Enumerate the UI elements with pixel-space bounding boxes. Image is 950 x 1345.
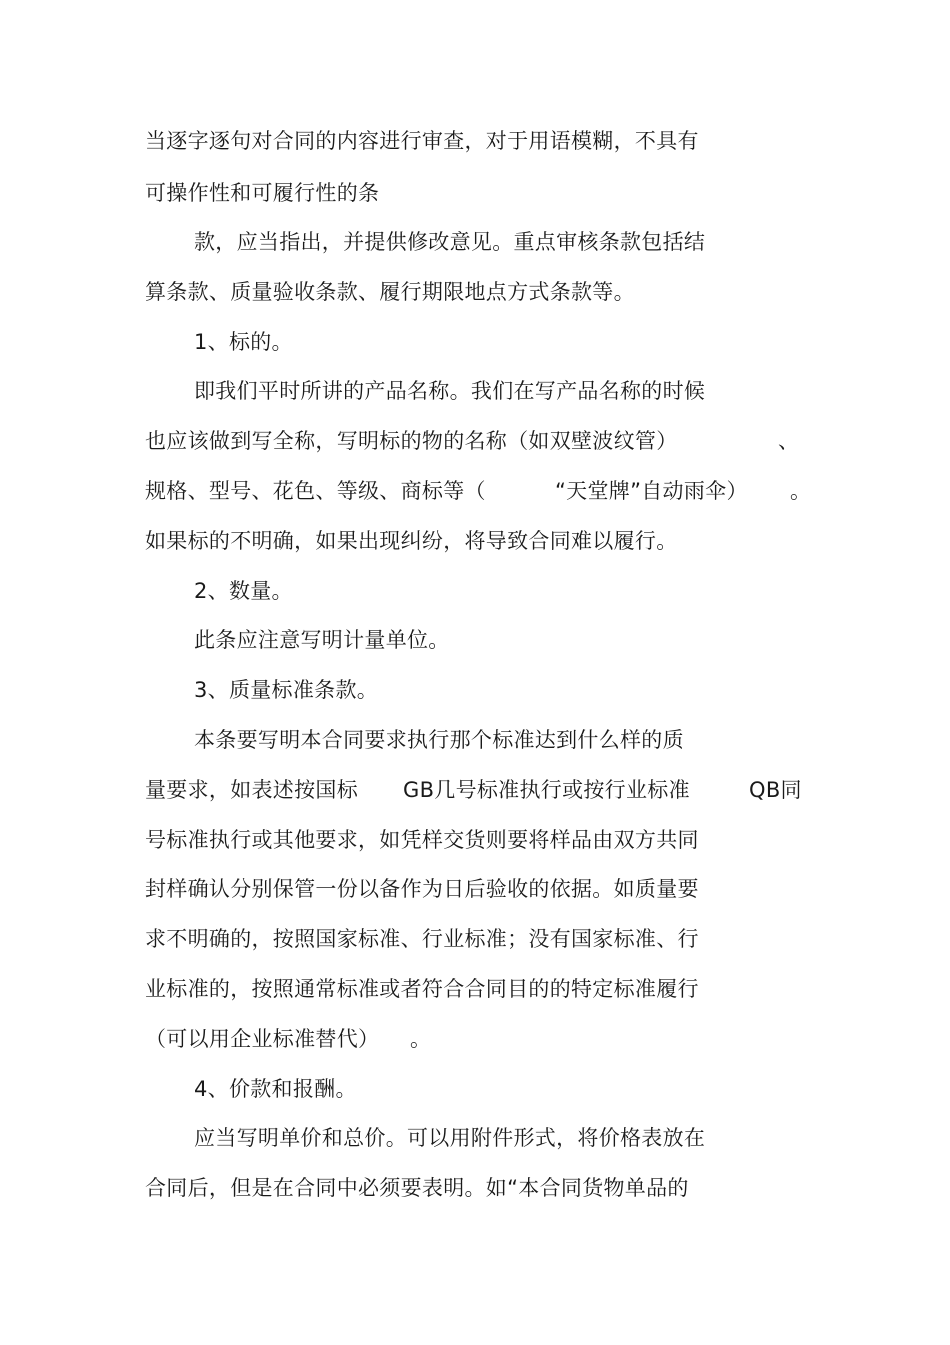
section-heading: 1、标的。 bbox=[194, 330, 293, 354]
text-fragment: 。 bbox=[410, 1027, 432, 1051]
text-line: 如果标的不明确，如果出现纠纷，将导致合同难以履行。 bbox=[145, 529, 678, 553]
section-heading: 2、数量。 bbox=[194, 579, 293, 603]
text-line: 款，应当指出，并提供修改意见。重点审核条款包括结 bbox=[194, 230, 706, 254]
text-line: 规格、型号、花色、等级、商标等（ bbox=[145, 479, 486, 503]
text-fragment: GB几号标准执行或按行业标准 bbox=[403, 778, 690, 802]
text-line: 本条要写明本合同要求执行那个标准达到什么样的质 bbox=[194, 728, 684, 752]
text-line: 业标准的，按照通常标准或者符合合同目的的特定标准履行 bbox=[145, 977, 699, 1001]
text-line: 当逐字逐句对合同的内容进行审查，对于用语模糊，不具有 bbox=[145, 129, 699, 153]
text-line: 应当写明单价和总价。可以用附件形式，将价格表放在 bbox=[194, 1126, 706, 1150]
text-line: 可操作性和可履行性的条 bbox=[145, 181, 380, 205]
text-line: 也应该做到写全称，写明标的物的名称（如双壁波纹管） bbox=[145, 429, 678, 453]
text-line: 号标准执行或其他要求，如凭样交货则要将样品由双方共同 bbox=[145, 828, 699, 852]
text-line: 求不明确的，按照国家标准、行业标准；没有国家标准、行 bbox=[145, 927, 699, 951]
text-line: 量要求，如表述按国标 bbox=[145, 778, 358, 802]
text-fragment: “天堂牌”自动雨伞） bbox=[555, 479, 748, 503]
text-fragment: QB同 bbox=[749, 778, 802, 802]
text-line: 封样确认分别保管一份以备作为日后验收的依据。如质量要 bbox=[145, 877, 699, 901]
text-line: 即我们平时所讲的产品名称。我们在写产品名称的时候 bbox=[194, 379, 706, 403]
text-fragment: 、 bbox=[778, 429, 800, 453]
text-fragment: 。 bbox=[790, 479, 812, 503]
text-line: 此条应注意写明计量单位。 bbox=[194, 628, 450, 652]
section-heading: 4、价款和报酬。 bbox=[194, 1077, 357, 1101]
section-heading: 3、质量标准条款。 bbox=[194, 678, 379, 702]
text-line: 算条款、质量验收条款、履行期限地点方式条款等。 bbox=[145, 280, 635, 304]
text-line: （可以用企业标准替代） bbox=[145, 1027, 380, 1051]
text-line: 合同后，但是在合同中必须要表明。如“本合同货物单品的 bbox=[145, 1176, 689, 1200]
